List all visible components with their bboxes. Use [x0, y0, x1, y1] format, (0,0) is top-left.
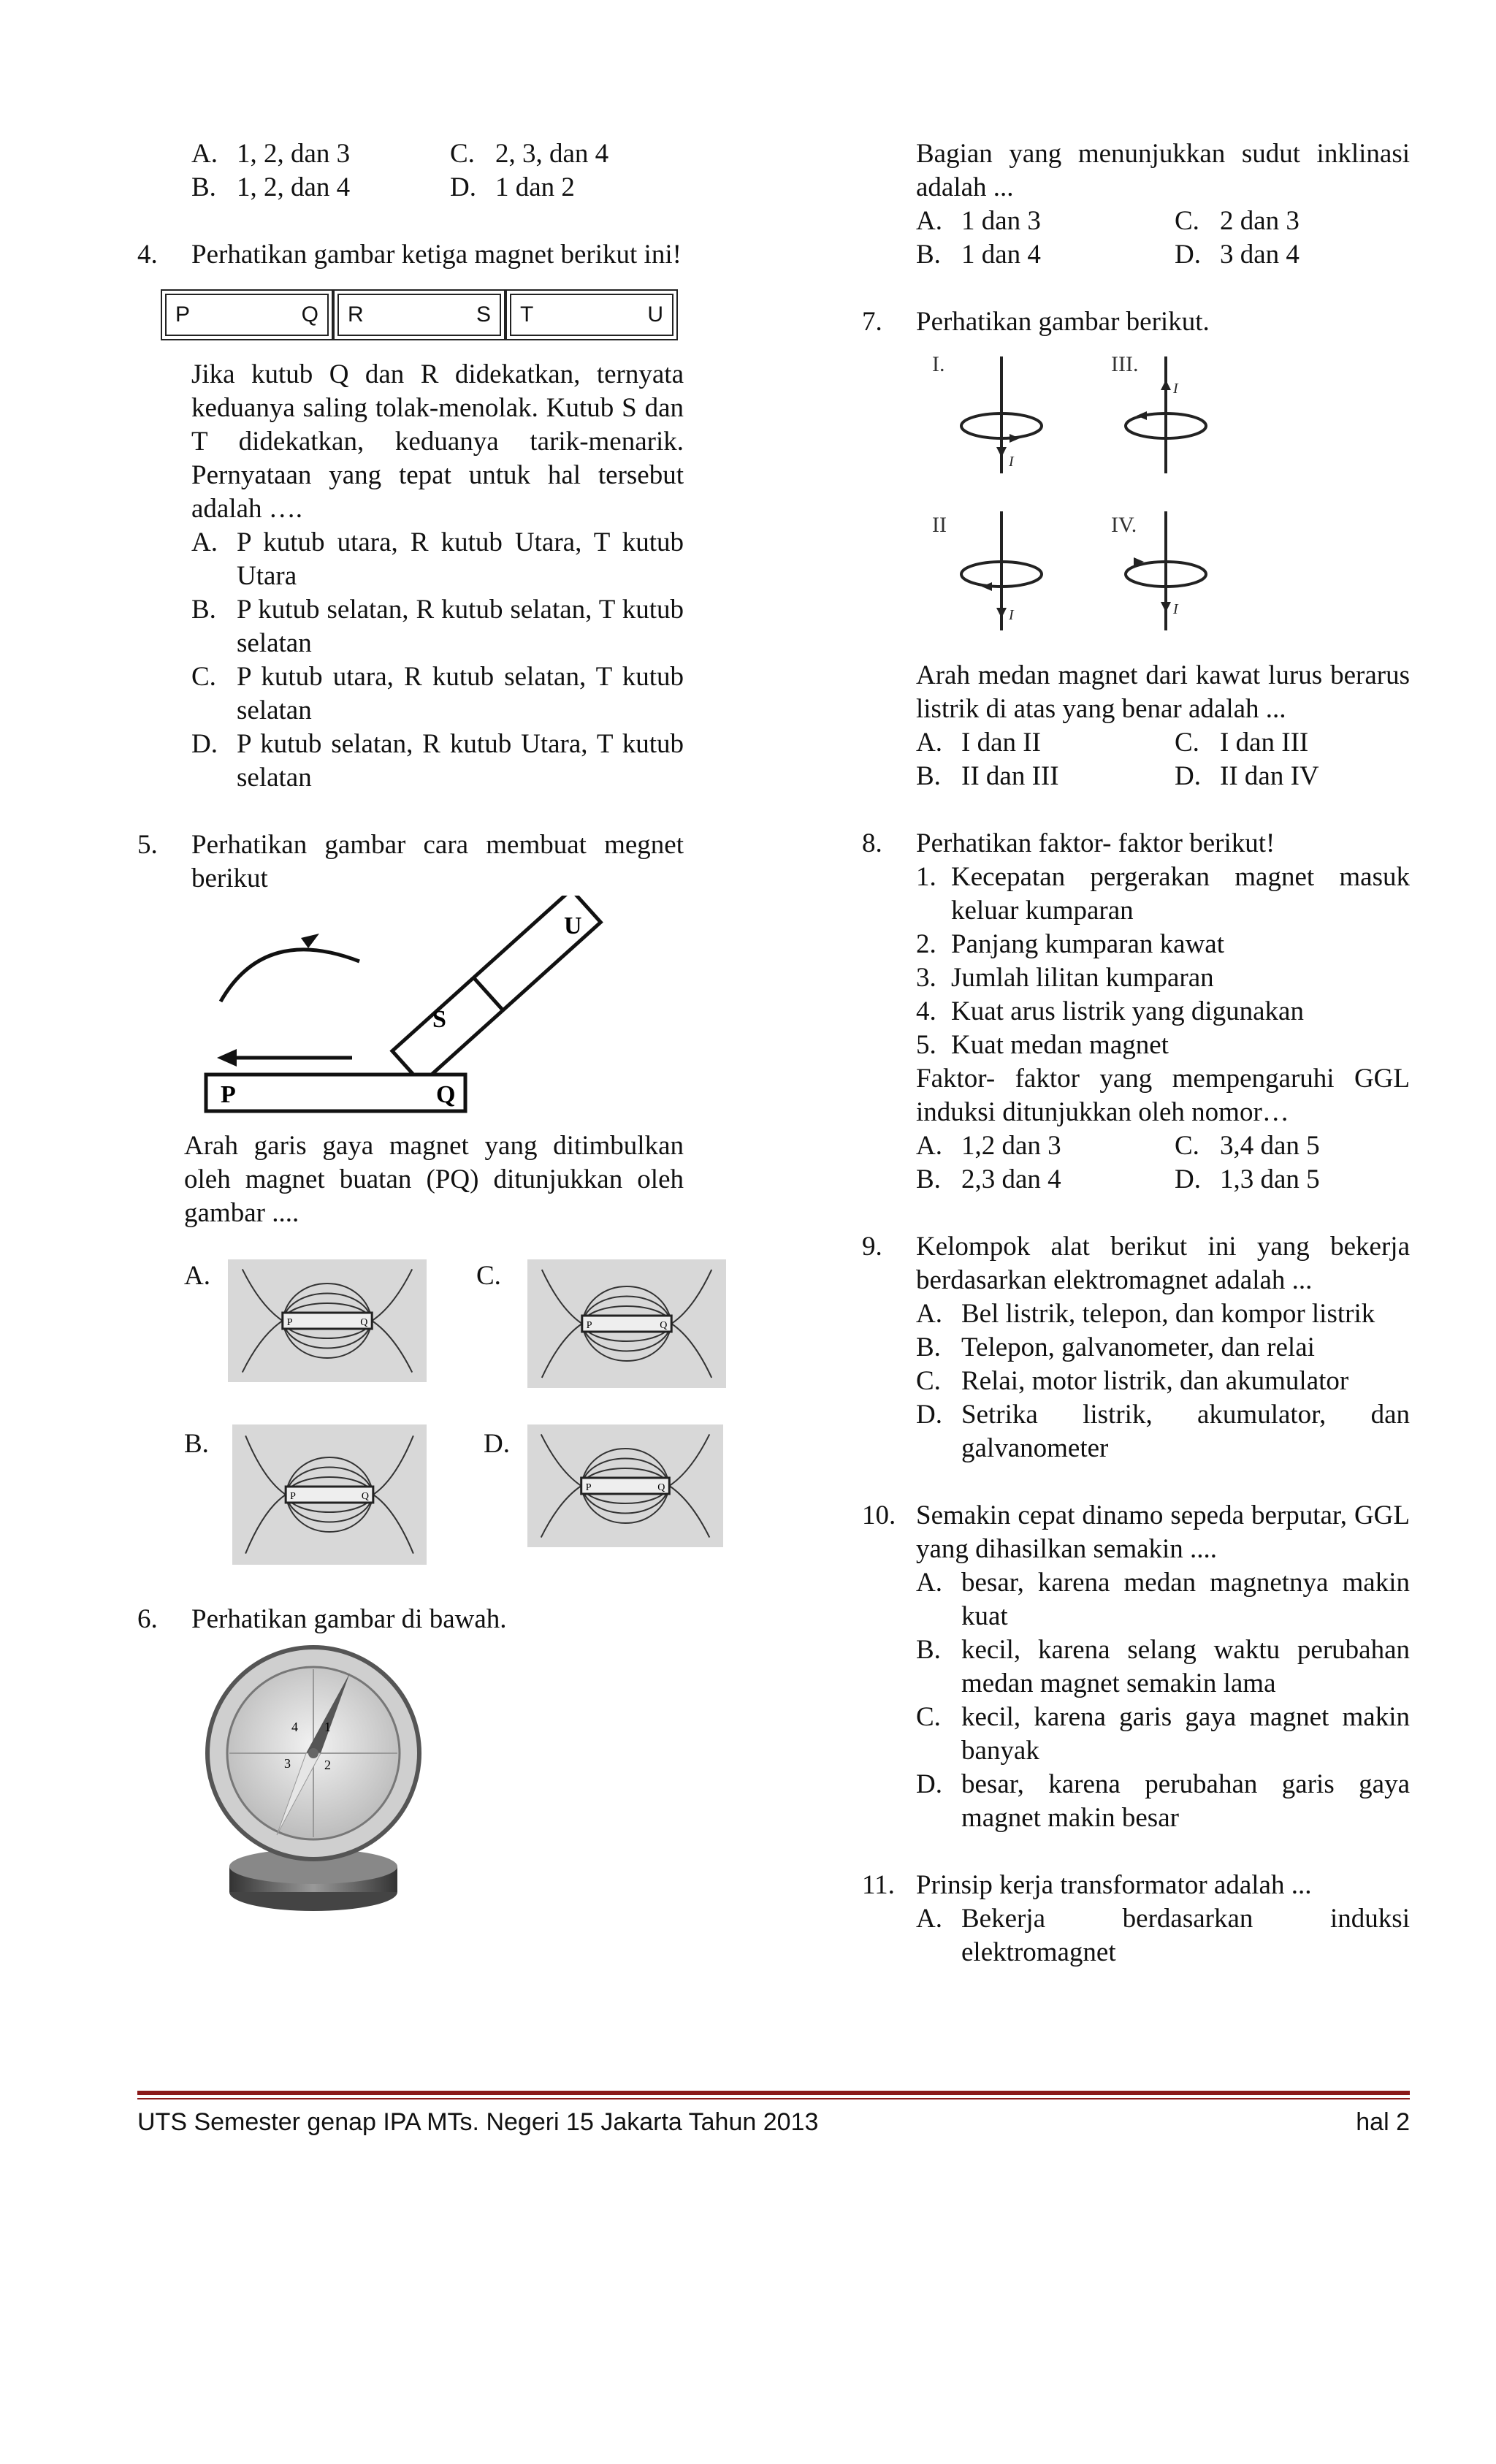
option-label: A. — [916, 728, 942, 758]
pole-q-label: Q — [660, 1320, 668, 1331]
q3-options-row1 — [191, 137, 684, 171]
option-label: A. — [916, 1131, 942, 1161]
wire-field-figure — [932, 349, 1253, 641]
option-text: P kutub selatan, R kutub selatan, T kutub selatan — [237, 595, 684, 658]
option-text: 1, 2, dan 4 — [237, 172, 351, 202]
loop-arrow-iii — [1137, 411, 1147, 420]
question-9 — [862, 1230, 1410, 1297]
option-text: Bekerja berdasarkan induksi elektromagnet — [961, 1904, 1410, 1967]
pole-p-label: P — [221, 1081, 236, 1108]
item-number: 4. — [916, 996, 936, 1026]
option-label: B. — [916, 761, 941, 791]
option-text: P kutub selatan, R kutub Utara, T kutub selatan — [237, 729, 684, 793]
question-text: Kelompok alat berikut ini yang bekerja berdasarkan elektromagnet adalah ... — [916, 1232, 1410, 1295]
option-c — [916, 1365, 1410, 1398]
option-label: D. — [191, 729, 218, 759]
option-a — [191, 526, 684, 593]
question-body: Faktor- faktor yang mempengaruhi GGL induksi ditunjukkan oleh nomor… — [916, 1064, 1410, 1127]
option-label: B. — [191, 595, 216, 625]
option-label: A. — [191, 527, 218, 557]
pole-label: S — [476, 302, 491, 327]
question-text: Prinsip kerja transformator adalah ... — [916, 1870, 1312, 1900]
option-text: I dan III — [1220, 728, 1309, 758]
choice-a-label: A. — [184, 1261, 210, 1291]
q8-options-row1 — [916, 1129, 1410, 1163]
question-5 — [137, 828, 684, 896]
option-a — [916, 1566, 1410, 1633]
right-column — [862, 137, 1410, 1969]
pole-s-label: S — [432, 1006, 446, 1033]
option-text: 2, 3, dan 4 — [495, 139, 609, 169]
label-i: I. — [932, 352, 945, 376]
magnet-pq — [165, 294, 329, 336]
q3-options-row2 — [191, 171, 684, 205]
question-number: 5. — [137, 830, 158, 860]
pole-p-label: P — [290, 1491, 296, 1502]
magnets-figure — [165, 294, 684, 336]
pole-label: U — [647, 302, 663, 327]
option-text: kecil, karena selang waktu perubahan medan magnet semakin lama — [961, 1635, 1410, 1698]
footer-rule — [137, 2091, 1410, 2095]
option-text: II dan IV — [1220, 761, 1319, 791]
page-footer — [137, 2108, 1410, 2137]
bar-magnet — [581, 1478, 670, 1494]
option-text: Bel listrik, telepon, dan kompor listrik — [961, 1299, 1375, 1329]
option-label: B. — [916, 1635, 941, 1665]
question-text: Perhatikan gambar ketiga magnet berikut ini! — [191, 240, 682, 270]
item-number: 3. — [916, 963, 936, 993]
pole-label: T — [520, 302, 534, 327]
choice-c-label: C. — [476, 1261, 501, 1291]
option-label: D. — [916, 1400, 942, 1430]
option-text: 1 dan 3 — [961, 206, 1041, 236]
option-a — [916, 1902, 1410, 1969]
option-label: C. — [916, 1702, 941, 1732]
field-diagram-b — [232, 1424, 427, 1565]
option-a — [916, 1297, 1410, 1331]
question-body: Arah garis gaya magnet yang ditimbulkan oleh magnet buatan (PQ) ditunjukkan oleh gambar .... — [184, 1131, 684, 1228]
choice-d-label: D. — [484, 1429, 510, 1459]
current-label: I — [1009, 454, 1014, 470]
pole-q-label: Q — [657, 1482, 665, 1493]
item-text: Kuat arus listrik yang digunakan — [951, 996, 1304, 1026]
item-number: 1. — [916, 862, 936, 892]
option-b — [916, 1633, 1410, 1701]
factor-item — [916, 928, 1410, 961]
option-label: A. — [916, 1299, 942, 1329]
factor-item — [916, 995, 1410, 1029]
bar-magnet — [286, 1487, 373, 1503]
question-text: Perhatikan gambar di bawah. — [191, 1604, 507, 1634]
question-8 — [862, 827, 1410, 861]
pole-label: P — [175, 302, 191, 327]
option-text: besar, karena medan magnetnya makin kuat — [961, 1568, 1410, 1631]
option-label: C. — [1175, 206, 1199, 236]
pole-label: Q — [301, 302, 318, 327]
question-4 — [137, 238, 684, 272]
pole-p-label: P — [585, 1482, 592, 1493]
factor-item — [916, 861, 1410, 928]
dial-number-1: 1 — [324, 1720, 331, 1734]
option-label: A. — [916, 1568, 942, 1598]
option-text: I dan II — [961, 728, 1041, 758]
question-number: 4. — [137, 240, 158, 270]
option-label: C. — [1175, 728, 1199, 758]
question-number: 8. — [862, 828, 882, 858]
option-label: B. — [916, 240, 941, 270]
pivot — [308, 1748, 318, 1758]
dial-number-3: 3 — [284, 1756, 291, 1771]
option-text: Relai, motor listrik, dan akumulator — [961, 1366, 1349, 1396]
option-label: D. — [1175, 761, 1201, 791]
label-ii: II — [932, 513, 947, 537]
option-text: P kutub utara, R kutub selatan, T kutub selatan — [237, 662, 684, 725]
question-11 — [862, 1869, 1410, 1902]
footer-rule-thin — [137, 2098, 1410, 2099]
q7-options-row2 — [916, 760, 1410, 793]
left-column — [137, 137, 684, 1914]
question-number: 7. — [862, 307, 882, 337]
option-label: B. — [191, 172, 216, 202]
footer-title: UTS Semester genap IPA MTs. Negeri 15 Jakarta Tahun 2013 — [137, 2108, 819, 2136]
choice-b-label: B. — [184, 1429, 209, 1459]
loop-arrow-ii — [982, 582, 992, 591]
option-label: D. — [450, 172, 476, 202]
option-label: C. — [191, 662, 216, 692]
option-label: A. — [191, 139, 218, 169]
pole-q-label: Q — [361, 1491, 369, 1502]
current-label: I — [1173, 381, 1178, 397]
current-label: I — [1173, 601, 1178, 617]
option-d — [916, 1768, 1410, 1835]
field-diagram-a — [228, 1259, 427, 1382]
question-number: 9. — [862, 1232, 882, 1262]
pole-q-label: Q — [436, 1081, 456, 1108]
option-label: C. — [1175, 1131, 1199, 1161]
option-text: 1 dan 4 — [961, 240, 1041, 270]
field-diagram-c — [527, 1259, 726, 1388]
item-number: 2. — [916, 929, 936, 959]
question-text: Perhatikan gambar cara membuat megnet berikut — [191, 830, 684, 893]
option-label: B. — [916, 1332, 941, 1362]
option-text: 1, 2, dan 3 — [237, 139, 351, 169]
option-c — [191, 660, 684, 728]
page-number: hal 2 — [1356, 2108, 1410, 2136]
option-text: kecil, karena garis gaya magnet makin banyak — [961, 1702, 1410, 1766]
question-6 — [137, 1603, 684, 1636]
pole-u-label: U — [564, 912, 582, 939]
option-text: 1,3 dan 5 — [1220, 1164, 1320, 1194]
item-text: Kecepatan pergerakan magnet masuk keluar kumparan — [951, 862, 1410, 926]
option-label: B. — [916, 1164, 941, 1194]
option-text: II dan III — [961, 761, 1059, 791]
pole-p-label: P — [586, 1320, 592, 1331]
option-b — [191, 593, 684, 660]
option-label: A. — [916, 206, 942, 236]
bar-magnet — [283, 1313, 372, 1329]
motion-arc — [221, 950, 359, 1002]
current-label: I — [1009, 607, 1014, 623]
field-diagram-d — [527, 1424, 723, 1547]
option-c — [916, 1701, 1410, 1768]
option-d — [916, 1398, 1410, 1465]
label-iv: IV. — [1111, 513, 1137, 537]
question-6-continued: Bagian yang menunjukkan sudut inklinasi adalah ... — [916, 139, 1410, 202]
pole-p-label: P — [286, 1317, 293, 1328]
question-7 — [862, 305, 1410, 339]
option-text: besar, karena perubahan garis gaya magnet makin besar — [961, 1769, 1410, 1833]
item-number: 5. — [916, 1030, 936, 1060]
option-label: C. — [916, 1366, 941, 1396]
question-body: Jika kutub Q dan R didekatkan, ternyata keduanya saling tolak-menolak. Kutub S dan T didekatkan, keduanya tarik-menarik. Pernyataan yang tepat untuk hal tersebut adalah …. — [191, 359, 684, 524]
question-text: Semakin cepat dinamo sepeda berputar, GGL yang dihasilkan semakin .... — [916, 1500, 1410, 1564]
q6-options-row1 — [916, 205, 1410, 238]
arrowhead — [217, 1049, 237, 1067]
option-text: P kutub utara, R kutub Utara, T kutub Utara — [237, 527, 684, 591]
label-iii: III. — [1111, 352, 1139, 376]
option-label: D. — [916, 1769, 942, 1799]
current-arrow-iii — [1161, 380, 1171, 390]
item-text: Panjang kumparan kawat — [951, 929, 1224, 959]
stroking-magnet-figure — [191, 896, 703, 1115]
question-body: Arah medan magnet dari kawat lurus berarus listrik di atas yang benar adalah ... — [916, 660, 1410, 724]
current-arrow-ii — [996, 608, 1007, 618]
option-text: 3,4 dan 5 — [1220, 1131, 1320, 1161]
option-d — [191, 728, 684, 795]
pole-label: R — [348, 302, 364, 327]
question-number: 10. — [862, 1500, 896, 1530]
magnet-rs — [337, 294, 501, 336]
arc-arrowhead — [301, 934, 319, 948]
option-label: D. — [1175, 240, 1201, 270]
option-text: 1 dan 2 — [495, 172, 575, 202]
question-number: 6. — [137, 1604, 158, 1634]
option-text: 2,3 dan 4 — [961, 1164, 1061, 1194]
field-line-choices — [137, 1245, 684, 1595]
item-text: Jumlah lilitan kumparan — [951, 963, 1214, 993]
question-text: Perhatikan gambar berikut. — [916, 307, 1210, 337]
bar-pq — [206, 1075, 465, 1111]
q6-options-row2 — [916, 238, 1410, 272]
current-arrow-iv — [1161, 602, 1171, 612]
option-text: 1,2 dan 3 — [961, 1131, 1061, 1161]
inclination-compass-figure — [200, 1644, 434, 1914]
loop-arrow-i — [1010, 434, 1020, 443]
option-b — [916, 1331, 1410, 1365]
question-10 — [862, 1499, 1410, 1566]
dial-number-2: 2 — [324, 1758, 331, 1772]
question-text: Perhatikan faktor- faktor berikut! — [916, 828, 1275, 858]
item-text: Kuat medan magnet — [951, 1030, 1169, 1060]
magnet-tu — [510, 294, 673, 336]
question-number: 11. — [862, 1870, 895, 1900]
q8-options-row2 — [916, 1163, 1410, 1197]
current-arrow-i — [996, 447, 1007, 457]
option-text: 3 dan 4 — [1220, 240, 1300, 270]
option-label: C. — [450, 139, 475, 169]
option-text: Telepon, galvanometer, dan relai — [961, 1332, 1315, 1362]
factor-item — [916, 961, 1410, 995]
option-label: A. — [916, 1904, 942, 1934]
factor-item — [916, 1029, 1410, 1062]
pole-q-label: Q — [360, 1317, 368, 1328]
option-label: D. — [1175, 1164, 1201, 1194]
dial-number-4: 4 — [291, 1720, 298, 1734]
q7-options-row1 — [916, 726, 1410, 760]
option-text: Setrika listrik, akumulator, dan galvanometer — [961, 1400, 1410, 1463]
option-text: 2 dan 3 — [1220, 206, 1300, 236]
bar-magnet — [582, 1316, 671, 1332]
